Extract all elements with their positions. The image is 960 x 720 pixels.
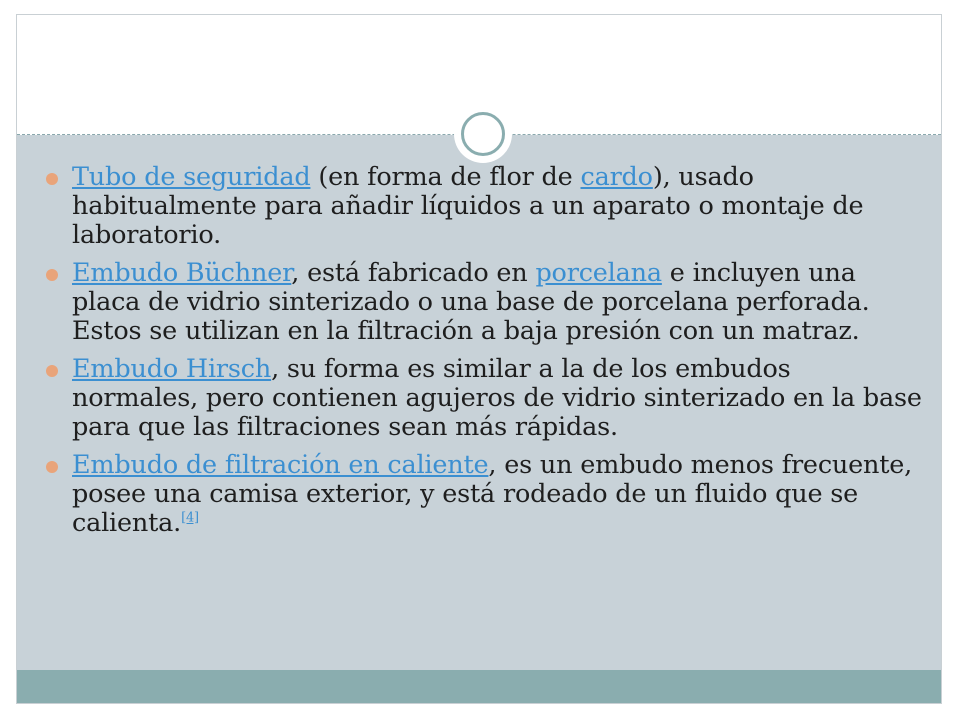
bullet-text: (en forma de flor de <box>310 162 581 192</box>
footer-band <box>17 670 941 703</box>
bullet-text: e incluyen una placa de vidrio sinterizado o una base de porcelana perforada. Estos se utilizan en la filtración a baja presión con un matraz. <box>72 258 870 346</box>
bullet-item-embudo-buchner <box>44 259 924 346</box>
link-embudo-buchner[interactable]: Embudo Büchner <box>72 258 292 288</box>
link-embudo-hirsch[interactable]: Embudo Hirsch <box>72 354 272 384</box>
bullet-text: , está fabricado en <box>291 258 536 288</box>
link-porcelana[interactable]: porcelana <box>535 258 662 288</box>
link-tubo-de-seguridad[interactable]: Tubo de seguridad <box>72 162 311 192</box>
bullet-item-tubo-seguridad <box>44 163 924 250</box>
bullet-dot-icon <box>46 461 58 473</box>
link-cardo[interactable]: cardo <box>580 162 653 192</box>
bullet-dot-icon <box>46 269 58 281</box>
link-embudo-de-filtracion-en-caliente[interactable]: Embudo de filtración en caliente <box>72 450 489 480</box>
bullet-list <box>44 163 924 547</box>
bullet-text: ), usado habitualmente para añadir líquidos a un aparato o montaje de laboratorio. <box>72 162 864 250</box>
bullet-text: , es un embudo menos frecuente, posee una camisa exterior, y está rodeado de un fluido que se calienta. <box>72 450 913 538</box>
bullet-dot-icon <box>46 365 58 377</box>
circle-ornament-icon <box>461 112 505 156</box>
bullet-dot-icon <box>46 173 58 185</box>
reference-link-4[interactable]: [4] <box>181 510 199 526</box>
bullet-item-embudo-filtracion-caliente <box>44 451 924 538</box>
bullet-text: , su forma es similar a la de los embudos normales, pero contienen agujeros de vidrio sinterizado en la base para que las filtraciones sean más rápidas. <box>72 354 922 442</box>
bullet-item-embudo-hirsch <box>44 355 924 442</box>
